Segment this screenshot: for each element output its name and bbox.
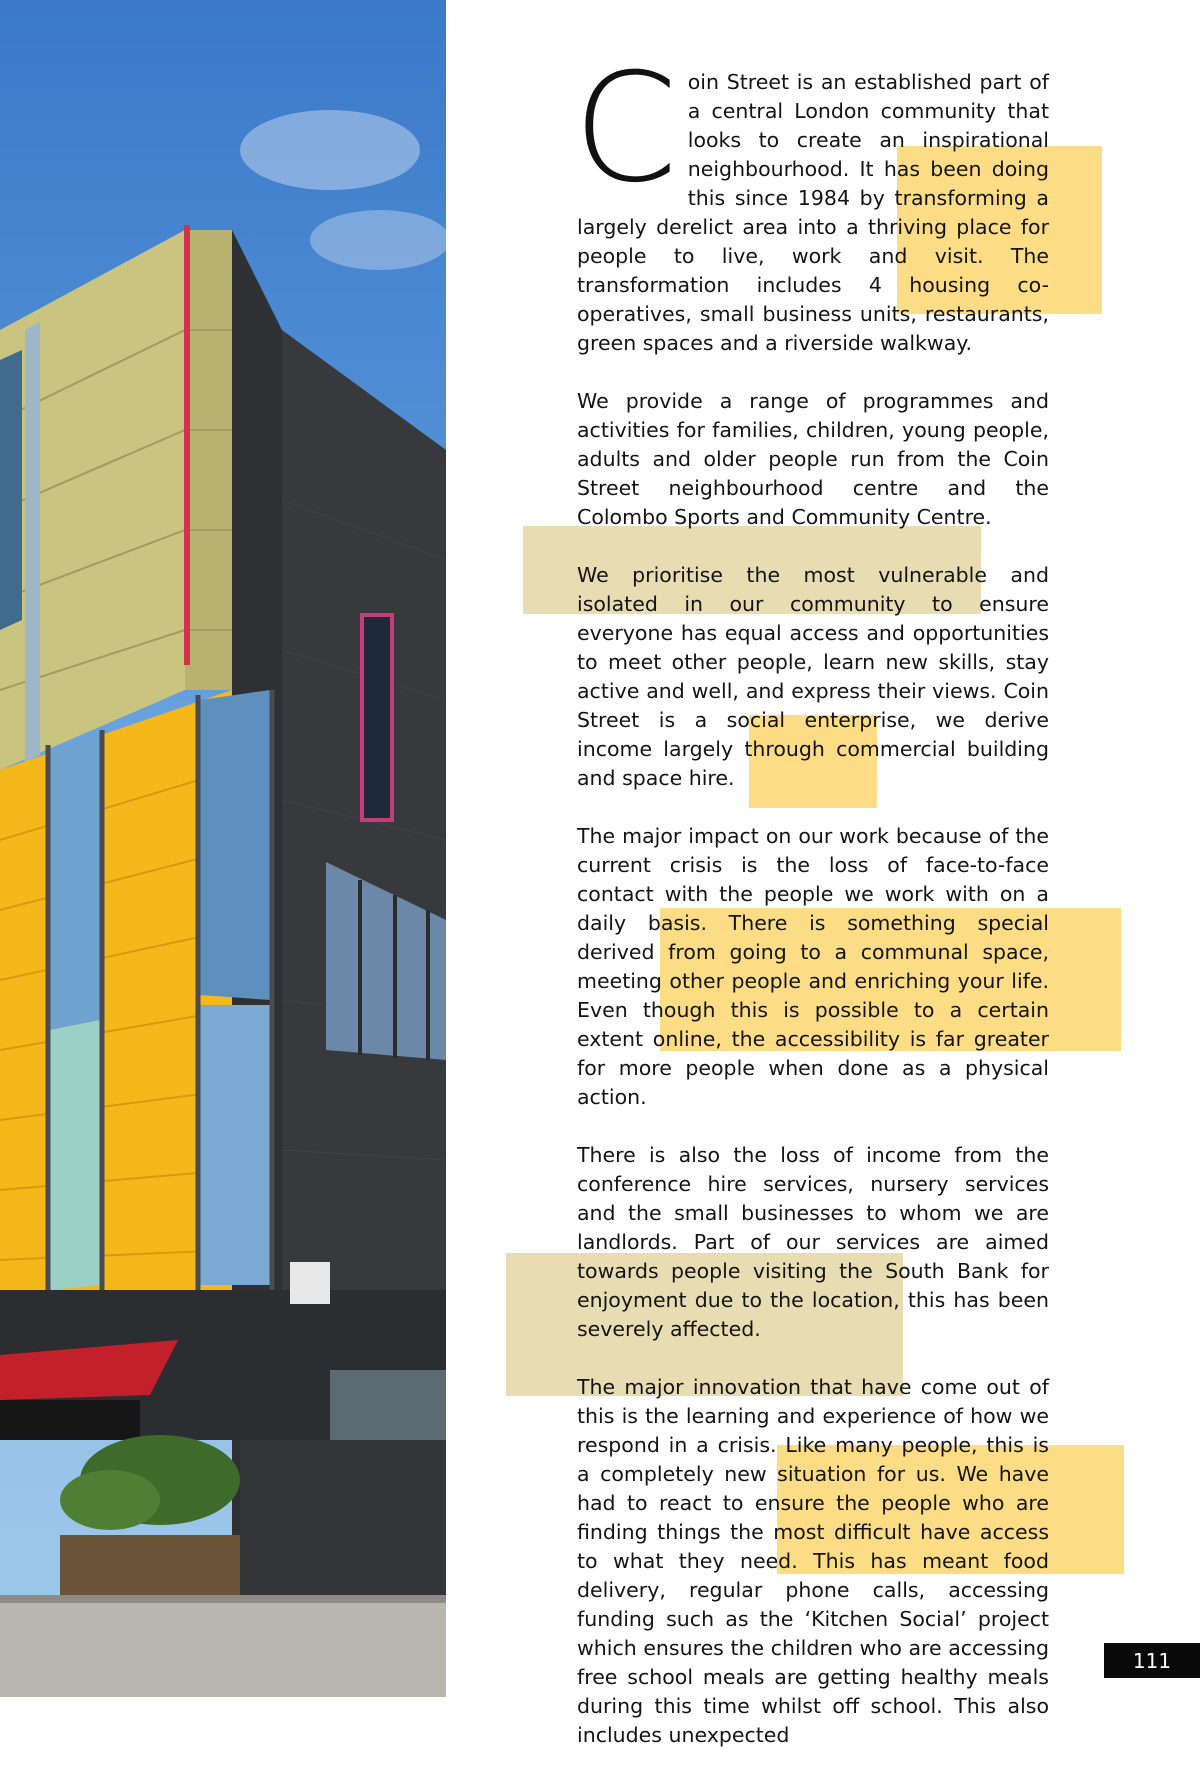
drop-cap: C xyxy=(573,42,678,216)
page-number: 111 xyxy=(1104,1643,1200,1678)
paragraph-6: The major innovation that have come out of this is the learning and experience of how we respond in a crisis. Like many people, this is a completely new situation for us. We have had to react to ensure the people who are finding things the most difficult have access to what they need. This has meant food delivery, regular phone calls, accessing funding such as the ‘Kitchen Social’ project which ensures the children who are accessing free school meals are getting healthy meals during this time whilst off school. This also includes unexpected xyxy=(577,1375,1049,1747)
paragraph-1 xyxy=(573,42,1049,358)
building-photo xyxy=(0,0,446,1697)
paragraph-5: There is also the loss of income from the conference hire services, nursery services and the small businesses to whom we are landlords. Part of our services are aimed towards people visiting the South Bank for enjoyment due to the location, this has been severely affected. xyxy=(577,1143,1049,1341)
paragraph-4: The major impact on our work because of the current crisis is the loss of face-to-face contact with the people we work with on a daily basis. There is something special derived from going to a communal space, meeting other people and enriching your life. Even though this is possible to a certain extent online, the accessibility is far greater for more people when done as a physical action. xyxy=(577,824,1049,1109)
paragraph-3: We prioritise the most vulnerable and isolated in our community to ensure everyone has equal access and opportunities to meet other people, learn new skills, stay active and well, and express their views. Coin Street is a social enterprise, we derive income largely through commercial building and space hire. xyxy=(577,563,1049,790)
paragraph-1-text: oin Street is an established part of a central London community that looks to create an inspirational neighbourhood. It has been doing this since 1984 by transforming a largely derelict area into a thriving place for people to live, work and visit. The transformation includes 4 housing co-operatives, small business units, restaurants, green spaces and a riverside walkway. xyxy=(577,70,1049,355)
article-body xyxy=(573,42,1049,1779)
paragraph-2: We provide a range of programmes and activities for families, children, young people, adults and older people run from the Coin Street neighbourhood centre and the Colombo Sports and Community Centre. xyxy=(577,389,1049,529)
